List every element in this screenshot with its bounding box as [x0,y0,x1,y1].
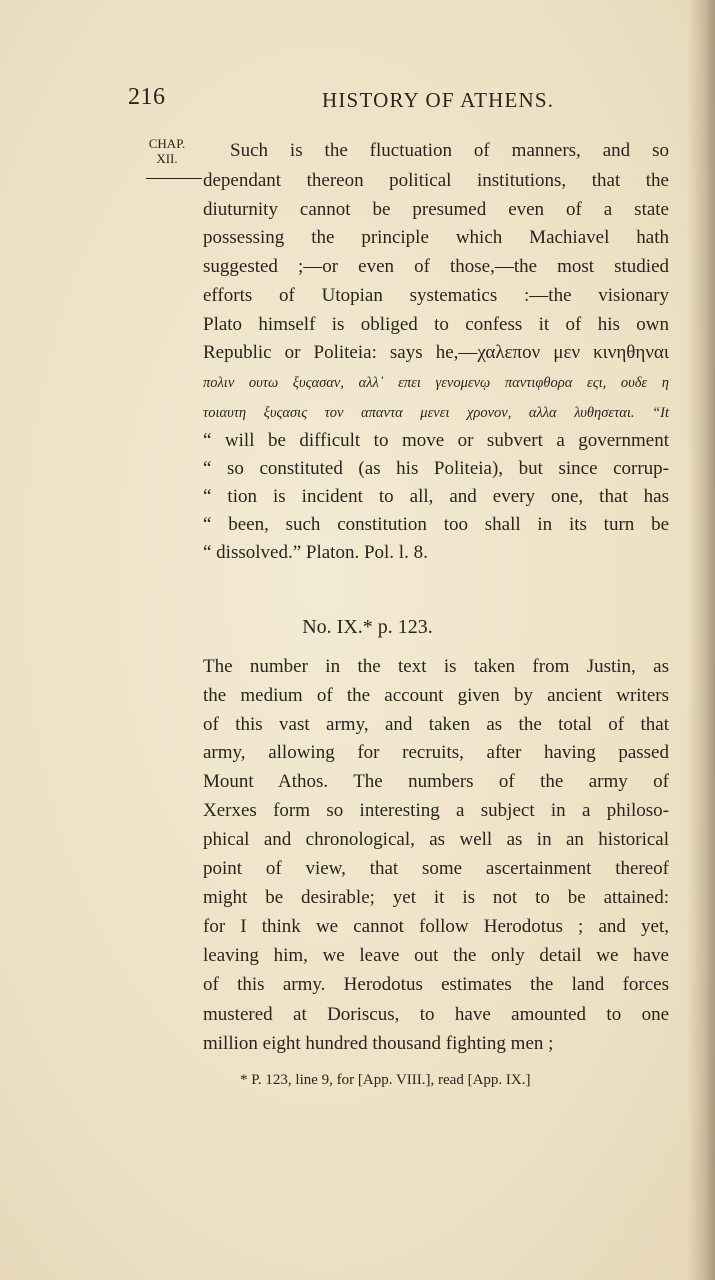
text-line: The number in the text is taken from Justin, as [203,656,669,677]
text-line: million eight hundred thousand fighting men ; [203,1033,554,1054]
text-line: for I think we cannot follow Herodotus ; and yet, [203,916,669,937]
text-line: dependant thereon political institutions, that the [203,170,669,191]
text-line: “ been, such constitution too shall in its turn be [203,514,669,535]
text-line: “ dissolved.” Platon. Pol. l. 8. [203,542,428,563]
text-line: of this army. Herodotus estimates the land forces [203,974,669,995]
text-line: of this vast army, and taken as the total of that [203,714,669,735]
text-line: phical and chronological, as well as in an historical [203,829,669,850]
text-line: Republic or Politeia: says he,—χαλεπον μεν κινηθηναι [203,342,669,363]
text-line: suggested ;—or even of those,—the most studied [203,256,669,277]
chapter-number: XII. [156,151,178,166]
text-line: diuturnity cannot be presumed even of a state [203,199,669,220]
text-line: might be desirable; yet it is not to be attained: [203,887,669,908]
text-line: Such is the fluctuation of manners, and so [230,140,669,161]
text-line: “ tion is incident to all, and every one, that has [203,486,669,507]
text-line: Xerxes form so interesting a subject in a philoso- [203,800,669,821]
appendix-section-heading: No. IX.* p. 123. [302,616,433,638]
text-line: “ will be difficult to move or subvert a government [203,430,669,451]
text-line: possessing the principle which Machiavel hath [203,227,669,248]
greek-text-line: πολιν ουτω ξυςασαν, αλλ᾽ επει γενομενῳ παντιφθορα εςι, ουδε η [203,375,669,391]
page-edge-shadow [687,0,715,1280]
text-line: the medium of the account given by ancient writers [203,685,669,706]
text-line: Mount Athos. The numbers of the army of [203,771,669,792]
chapter-label: CHAP. [148,136,186,151]
text-line: army, allowing for recruits, after having passed [203,742,669,763]
greek-text-line: τοιαυτη ξυςασις τον απαντα μενει χρονον, αλλα λυθησεται. “It [203,405,669,421]
text-line: efforts of Utopian systematics :—the visionary [203,285,669,306]
text-line: “ so constituted (as his Politeia), but since corrup- [203,458,669,479]
chapter-marginal-note [142,136,192,166]
footnote: * P. 123, line 9, for [App. VIII.], read [App. IX.] [240,1072,531,1088]
running-title: HISTORY OF ATHENS. [322,88,555,112]
page-number: 216 [128,84,166,110]
text-line: point of view, that some ascertainment thereof [203,858,669,879]
text-line: Plato himself is obliged to confess it of his own [203,314,669,335]
text-line: leaving him, we leave out the only detail we have [203,945,669,966]
margin-rule-divider [146,178,202,179]
text-line: mustered at Doriscus, to have amounted to one [203,1004,669,1025]
